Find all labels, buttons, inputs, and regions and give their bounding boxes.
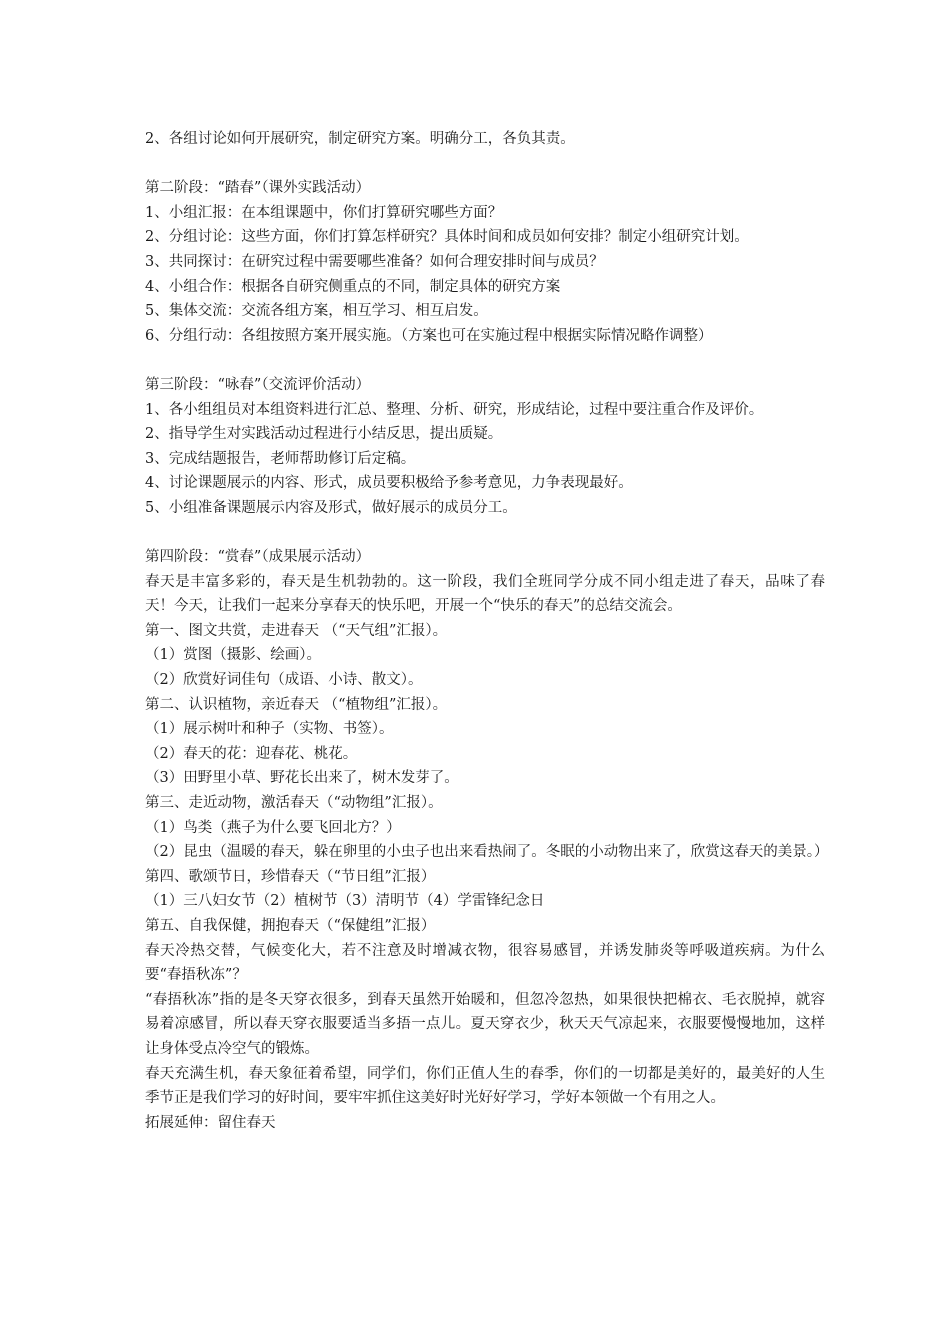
document-page [145, 127, 829, 1135]
spacer [145, 521, 825, 546]
stage4-line: 第一、图文共赏，走进春天 （“天气组”汇报）。 [145, 622, 448, 639]
stage4-explain: “春捂秋冻”指的是冬天穿衣很多，到春天虽然开始暖和，但忽冷忽热，如果很快把棉衣、毛衣脱掉，就容易着凉感冒，所以春天穿衣服要适当多捂一点儿。夏天穿衣少，秋天天气凉起来，衣服要慢慢地加，这样让身体受点冷空气的锻炼。 [145, 991, 825, 1057]
stage4-closing: 春天充满生机，春天象征着希望，同学们，你们正值人生的春季，你们的一切都是美好的，最美好的人生季节正是我们学习的好时间，要牢牢抓住这美好时光好好学习，学好本领做一个有用之人。 [145, 1065, 825, 1107]
stage4-insect: （2）昆虫（温暖的春天，躲在卵里的小虫子也出来看热闹了。冬眠的小动物出来了，欣赏这春天的美景。） [145, 844, 829, 861]
stage4-health: 春天冷热交替，气候变化大，若不注意及时增减衣物，很容易感冒，并诱发肺炎等呼吸道疾病。为什么要“春捂秋冻”？ [145, 942, 825, 984]
stage4-line: （1）三八妇女节（2）植树节（3）清明节（4）学雷锋纪念日 [145, 893, 545, 910]
stage2-item-6: 6、分组行动：各组按照方案开展实施。（方案也可在实施过程中根据实际情况略作调整） [145, 327, 713, 344]
stage3-item-5: 5、小组准备课题展示内容及形式，做好展示的成员分工。 [145, 499, 517, 516]
stage4-extension: 拓展延伸：留住春天 [145, 1114, 276, 1131]
stage2-item-2: 2、分组讨论：这些方面，你们打算怎样研究？具体时间和成员如何安排？制定小组研究计划。 [145, 229, 749, 246]
stage4-line: （2）春天的花：迎春花、桃花。 [145, 745, 358, 762]
stage3-item-3: 3、完成结题报告，老师帮助修订后定稿。 [145, 450, 416, 467]
stage4-line: （3）田野里小草、野花长出来了，树木发芽了。 [145, 770, 459, 787]
stage4-title: 第四阶段：“赏春”（成果展示活动） [145, 549, 371, 566]
stage3-item-4: 4、讨论课题展示的内容、形式，成员要积极给予参考意见，力争表现最好。 [145, 475, 633, 492]
spacer [145, 152, 825, 177]
stage4-line: （1）展示树叶和种子（实物、书签）。 [145, 721, 394, 738]
stage4-line: 第四、歌颂节日，珍惜春天（“节日组”汇报） [145, 868, 436, 885]
stage4-line: 第三、走近动物，激活春天（“动物组”汇报）。 [145, 795, 443, 812]
stage1-item-2: 2、各组讨论如何开展研究，制定研究方案。明确分工，各负其责。 [145, 131, 575, 147]
stage3-item-1: 1、各小组组员对本组资料进行汇总、整理、分析、研究，形成结论，过程中要注重合作及评价。 [145, 401, 764, 418]
stage3-item-2: 2、指导学生对实践活动过程进行小结反思，提出质疑。 [145, 426, 503, 443]
stage2-item-3: 3、共同探讨：在研究过程中需要哪些准备？如何合理安排时间与成员？ [145, 253, 604, 270]
stage4-line: （2）欣赏好词佳句（成语、小诗、散文）。 [145, 672, 423, 689]
stage2-title: 第二阶段：“踏春”（课外实践活动） [145, 180, 371, 197]
stage4-line: 第五、自我保健，拥抱春天（“保健组”汇报） [145, 918, 436, 934]
stage2-item-1: 1、小组汇报：在本组课题中，你们打算研究哪些方面？ [145, 204, 503, 221]
stage4-line: 第二、认识植物，亲近春天 （“植物组”汇报）。 [145, 696, 448, 713]
stage4-line: （1）赏图（摄影、绘画）。 [145, 647, 321, 664]
stage2-item-5: 5、集体交流：交流各组方案，相互学习、相互启发。 [145, 303, 488, 320]
stage4-line: （1）鸟类（燕子为什么要飞回北方？） [145, 819, 401, 836]
stage3-title: 第三阶段：“咏春”（交流评价活动） [145, 376, 371, 393]
spacer [145, 348, 825, 373]
stage2-item-4: 4、小组合作：根据各自研究侧重点的不同，制定具体的研究方案 [145, 278, 561, 295]
stage4-intro: 春天是丰富多彩的，春天是生机勃勃的。这一阶段，我们全班同学分成不同小组走进了春天，品味了春天！今天，让我们一起来分享春天的快乐吧，开展一个“快乐的春天”的总结交流会。 [145, 573, 825, 615]
